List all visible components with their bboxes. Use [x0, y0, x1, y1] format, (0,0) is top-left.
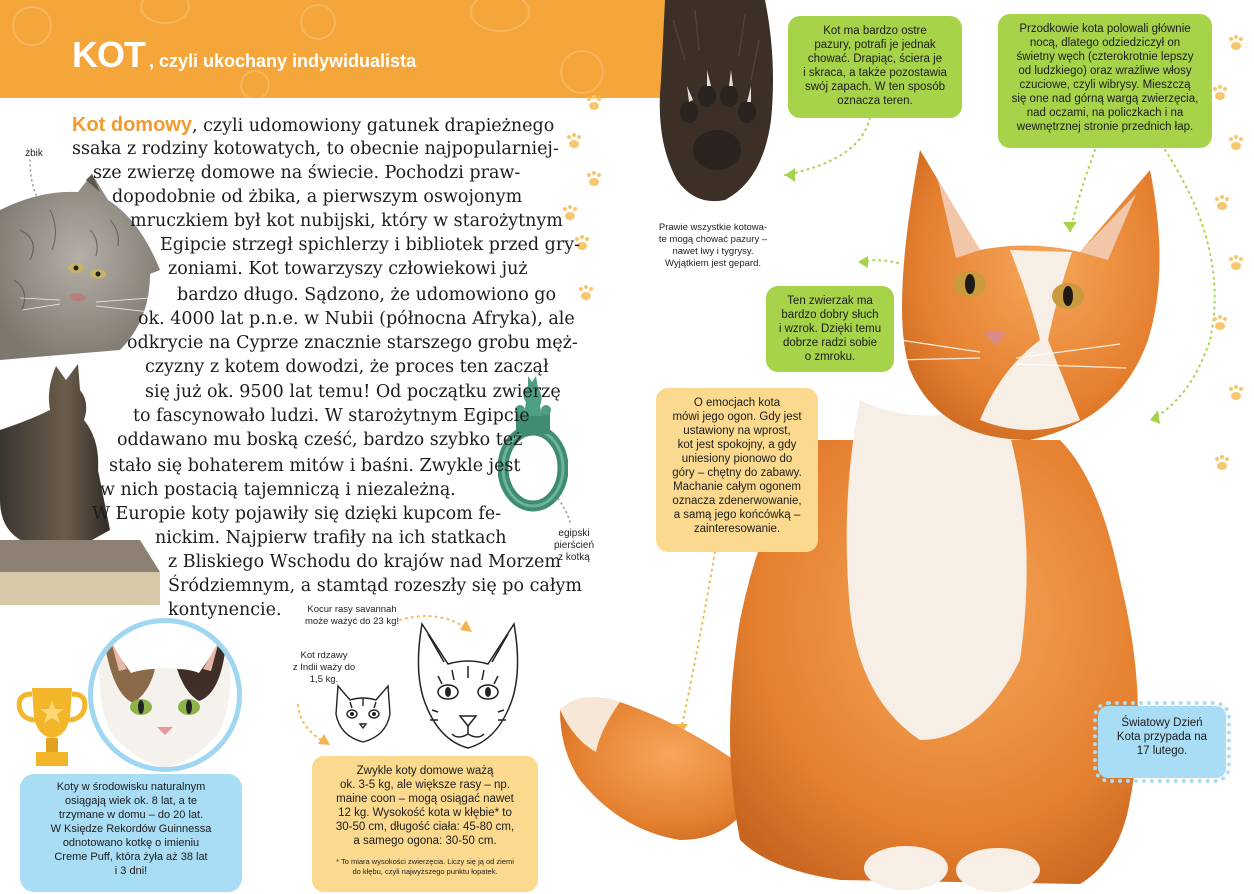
- article-line: czyzny z kotem dowodzi, że proces ten zaczął: [145, 357, 549, 377]
- article-line: Kot domowy, czyli udomowiony gatunek drapieżnego: [72, 114, 555, 136]
- article-line: Śródziemnym, a stamtąd rozeszły się po całym: [168, 576, 582, 596]
- doodle-icon: [560, 50, 604, 94]
- weight-info-box: Zwykle koty domowe ważą ok. 3-5 kg, ale większe rasy – np. maine coon – mogą osiągać nawet 12 kg. Wysokość kota w kłębie* to 30-50 cm, długość ciała: 45-80 cm, a samego ogona: 30-50 cm. * To miara wysokości zwierzęcia. Liczy się ją od ziemi do kłębu, czyli najwyższego punktu łopatek.: [312, 756, 538, 892]
- page-title: [72, 34, 416, 76]
- article-line: odkrycie na Cyprze znacznie starszego grobu męż-: [127, 333, 578, 353]
- article-line: oddawano mu boską cześć, bardzo szybko też: [117, 430, 523, 450]
- tail-info-box: O emocjach kota mówi jego ogon. Gdy jest ustawiony na wprost, kot jest spokojny, a gdy uniesiony pionowo do góry – chętny do zabawy. Machanie całym ogonem oznacza zdenerwowanie, a samą jego końcówką – zainteresowanie.: [656, 388, 818, 552]
- article-line: zoniami. Kot towarzyszy człowiekowi już: [168, 259, 528, 279]
- savannah-cat-sketch: [408, 620, 528, 752]
- article-line: nickim. Najpierw trafiły na ich statkach: [155, 528, 507, 548]
- article-line: z Bliskiego Wschodu do krajów nad Morzem: [168, 552, 561, 572]
- rusty-cat-sketch: [330, 682, 396, 746]
- pointer-rusty: [298, 705, 330, 745]
- article-line: bardzo długo. Sądzono, że udomowiono go: [177, 285, 557, 305]
- article-line: Egipcie strzegł spichlerzy i bibliotek przed gry-: [160, 235, 581, 255]
- title-subtitle: , czyli ukochany indywidualista: [149, 51, 417, 71]
- article-line: sze zwierzę domowe na świecie. Pochodzi praw-: [93, 163, 521, 183]
- article-line: ok. 4000 lat p.n.e. w Nubii (północna Afryka), ale: [138, 309, 575, 329]
- rusty-cat-caption: Kot rdzawy z Indii waży do 1,5 kg.: [292, 650, 356, 685]
- doodle-icon: [12, 6, 52, 46]
- calico-cat-image: [93, 623, 237, 767]
- article-line: stało się bohaterem mitów i baśni. Zwykle jest: [109, 456, 521, 476]
- doodle-icon: [140, 0, 190, 24]
- ancestors-info-box: Przodkowie kota polowali głównie nocą, dlatego odziedziczył on świetny węch (czterokrotnie lepszy od ludzkiego) oraz wrażliwe włosy czuciowe, czyli wibrysy. Mieszczą się one nad górną wargą zwierzęcia, nad oczami, na policzkach i na wewnętrznej stronie przednich łap.: [998, 14, 1212, 148]
- lifespan-record-box: Koty w środowisku naturalnym osiągają wiek ok. 8 lat, a te trzymane w domu – do 20 lat. W Księdze Rekordów Guinnessa odnotowano kotkę o imieniu Creme Puff, która żyła aż 38 lat i 3 dni!: [20, 774, 242, 892]
- trophy-icon: [14, 684, 90, 774]
- header-band: [0, 0, 668, 98]
- article-line: mruczkiem był kot nubijski, który w starożytnym: [130, 211, 563, 231]
- paw-caption: Prawie wszystkie kotowa- te mogą chować pazury – nawet lwy i tygrysy. Wyjątkiem jest gepard.: [658, 222, 768, 269]
- claws-info-box: Kot ma bardzo ostre pazury, potrafi je jednak chować. Drapiąc, ściera je i skraca, a także pozostawia swój zapach. W ten sposób oznacza teren.: [788, 16, 962, 118]
- article-line: kontynencie.: [168, 600, 282, 620]
- weight-footnote: * To miara wysokości zwierzęcia. Liczy się ją od ziemi do kłębu, czyli najwyższego punktu łopatek.: [336, 857, 514, 876]
- article-line: W Europie koty pojawiły się dzięki kupcom fe-: [92, 504, 502, 524]
- wildcat-caption: żbik: [25, 148, 43, 159]
- article-line: ssaka z rodziny kotowatych, to obecnie najpopularniej-: [72, 139, 559, 159]
- article-line: to fascynowało ludzi. W starożytnym Egipcie: [133, 406, 530, 426]
- cat-day-text: Światowy Dzień Kota przypada na 17 lutego.: [1116, 717, 1208, 757]
- title-main: KOT: [72, 34, 145, 75]
- article-line: dopodobnie od żbika, a pierwszym oswojonym: [112, 187, 523, 207]
- senses-info-box: Ten zwierzak ma bardzo dobry słuch i wzrok. Dzięki temu dobrze radzi sobie o zmroku.: [766, 286, 894, 372]
- savannah-caption: Kocur rasy savannah może ważyć do 23 kg!: [305, 604, 399, 627]
- article-line: w nich postacią tajemniczą i niezależną.: [100, 480, 456, 500]
- article-line: się już ok. 9500 lat temu! Od początku zwierzę: [145, 382, 561, 402]
- doodle-icon: [470, 0, 530, 32]
- lead-word: Kot domowy: [72, 114, 192, 136]
- calico-cat-portrait: [88, 618, 242, 772]
- ring-caption: egipski pierścień z kotką: [553, 528, 595, 563]
